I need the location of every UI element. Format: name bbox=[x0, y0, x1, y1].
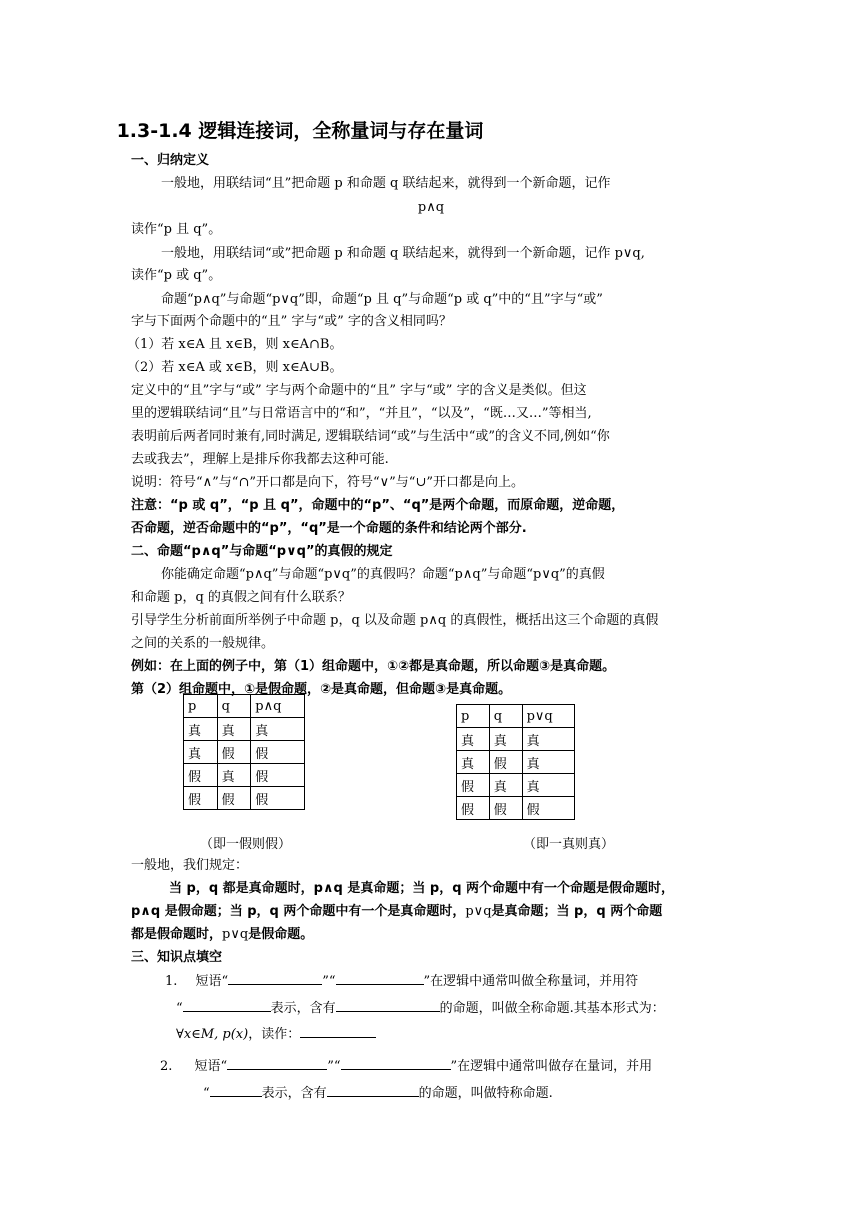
question-text: “ bbox=[203, 1086, 210, 1101]
table-row bbox=[184, 764, 305, 787]
fill-blank[interactable] bbox=[227, 1055, 327, 1070]
rule-text: 是真命题；当 p，q 两个命题 bbox=[491, 904, 663, 919]
truth-table-and bbox=[183, 694, 305, 810]
question-number: 2. bbox=[160, 1059, 173, 1074]
question-text: 表示，含有 bbox=[270, 1001, 336, 1016]
table-cell: 真 bbox=[522, 728, 574, 751]
table-cell: 真 bbox=[489, 728, 522, 751]
paragraph-line: 和命题 p，q 的真假之间有什么联系？ bbox=[131, 590, 351, 605]
table-cell: 真 bbox=[184, 741, 218, 764]
table-cell: 真 bbox=[251, 718, 305, 741]
table-cell: 真 bbox=[457, 728, 490, 751]
paragraph-line: 之间的关系的一般规律。 bbox=[131, 636, 275, 651]
table-cell: 真 bbox=[522, 751, 574, 774]
table-row bbox=[457, 751, 575, 774]
question-text: 短语“ bbox=[194, 1059, 228, 1074]
table-cell: 假 bbox=[184, 787, 218, 810]
table-row bbox=[184, 718, 305, 741]
table-cell: 真 bbox=[184, 718, 218, 741]
paragraph-line: 里的逻辑联结词“且”与日常语言中的“和”，“并且”，“以及”，“既…又…”等相当, bbox=[131, 406, 592, 421]
question-text: ”“ bbox=[322, 974, 336, 989]
fill-blank[interactable] bbox=[336, 997, 440, 1012]
example-line: 第（2）组命题中，①是假命题，②是真命题，但命题③是真命题。 bbox=[131, 682, 512, 697]
table-cell: 真 bbox=[217, 718, 251, 741]
formula-line: p∧q bbox=[417, 200, 445, 215]
question-text: “ bbox=[176, 1001, 183, 1016]
table-cell: 假 bbox=[457, 774, 490, 797]
table-cell: q bbox=[217, 695, 251, 718]
table-row bbox=[184, 787, 305, 810]
table-cell: 假 bbox=[184, 764, 218, 787]
paragraph-line: 定义中的“且”字与“或” 字与两个命题中的“且” 字与“或” 字的含义是类似。但这 bbox=[131, 383, 587, 398]
paragraph-line: 一般地，用联结词“或”把命题 p 和命题 q 联结起来，就得到一个新命题，记作 p∨q, bbox=[161, 246, 645, 261]
fill-blank[interactable] bbox=[341, 1055, 451, 1070]
paragraph-line: 读作“p 或 q”。 bbox=[131, 268, 222, 283]
fill-blank[interactable] bbox=[300, 1023, 376, 1038]
question-text: 表示，含有 bbox=[261, 1086, 327, 1101]
table-cell: 假 bbox=[489, 751, 522, 774]
rule-symbol: p∨q bbox=[222, 927, 249, 942]
question-2-line-2 bbox=[203, 1082, 553, 1105]
table-cell: 假 bbox=[522, 797, 574, 820]
attention-line: 注意：“p 或 q”，“p 且 q”，命题中的“p”、“q”是两个命题，而原命题，逆命题， bbox=[131, 498, 625, 513]
table-header-row bbox=[184, 695, 305, 718]
example-line: 例如：在上面的例子中，第（1）组命题中，①②都是真命题，所以命题③是真命题。 bbox=[131, 659, 616, 674]
table-cell: 真 bbox=[217, 764, 251, 787]
table-cell: p∧q bbox=[251, 695, 305, 718]
table-row bbox=[457, 774, 575, 797]
table-cell: 假 bbox=[217, 787, 251, 810]
table-cell: 真 bbox=[522, 774, 574, 797]
example-2-line: （2）若 x∈A 或 x∈B，则 x∈A∪B。 bbox=[127, 360, 343, 375]
table-row bbox=[457, 728, 575, 751]
paragraph-line: 一般地，用联结词“且”把命题 p 和命题 q 联结起来，就得到一个新命题，记作 bbox=[161, 176, 611, 191]
question-text: 短语“ bbox=[195, 974, 229, 989]
question-text: ”在逻辑中通常叫做存在量词，并用 bbox=[450, 1059, 653, 1074]
table-row bbox=[184, 741, 305, 764]
paragraph-line: 引导学生分析前面所举例子中命题 p，q 以及命题 p∧q 的真假性，概括出这三个命题的真假 bbox=[131, 613, 659, 628]
fill-blank[interactable] bbox=[327, 1082, 419, 1097]
question-number: 1. bbox=[165, 974, 178, 989]
truth-table-or bbox=[456, 704, 575, 820]
table-row bbox=[457, 797, 575, 820]
question-1-line-2 bbox=[176, 997, 665, 1020]
example-1-line: （1）若 x∈A 且 x∈B，则 x∈A∩B。 bbox=[127, 337, 343, 352]
fill-blank[interactable] bbox=[210, 1082, 262, 1097]
question-2-line-1 bbox=[160, 1055, 652, 1078]
rule-text: p∧q 是假命题；当 p，q 两个命题中有一个是真命题时， bbox=[131, 904, 466, 919]
question-text: 的命题，叫做全称命题.其基本形式为： bbox=[439, 1001, 665, 1016]
page-title: 1.3-1.4 逻辑连接词，全称量词与存在量词 bbox=[116, 120, 484, 142]
rule-line: 当 p，q 都是真命题时，p∧q 是真命题；当 p，q 两个命题中有一个命题是假命题时， bbox=[169, 881, 675, 896]
rule-line bbox=[131, 924, 313, 946]
rule-symbol: p∨q bbox=[465, 904, 492, 919]
paragraph-line: 你能确定命题“p∧q”与命题“p∨q”的真假吗？命题“p∧q”与命题“p∨q”的真假 bbox=[161, 567, 605, 582]
table-cell: q bbox=[489, 705, 522, 728]
table-cell: p∨q bbox=[522, 705, 574, 728]
table-cell: 假 bbox=[251, 787, 305, 810]
rule-line bbox=[131, 901, 662, 923]
table-cell: 假 bbox=[457, 797, 490, 820]
table-cell: 假 bbox=[217, 741, 251, 764]
table-cell: 假 bbox=[489, 797, 522, 820]
note-line: 说明：符号“∧”与“∩”开口都是向下，符号“∨”与“∪”开口都是向上。 bbox=[131, 475, 524, 490]
question-1-line-1 bbox=[165, 970, 638, 993]
paragraph-line: 命题“p∧q”与命题“p∨q”即，命题“p 且 q”与命题“p 或 q”中的“且”字与“或” bbox=[161, 292, 603, 307]
section-2-heading: 二、命题“p∧q”与命题“p∨q”的真假的规定 bbox=[131, 544, 393, 559]
rule-text: 都是假命题时， bbox=[131, 927, 223, 942]
section-3-heading: 三、知识点填空 bbox=[131, 950, 223, 965]
question-text: ”在逻辑中通常叫做全称量词，并用符 bbox=[423, 974, 639, 989]
paragraph-line: 一般地，我们规定： bbox=[131, 858, 249, 873]
section-1-heading: 一、归纳定义 bbox=[131, 153, 210, 168]
question-text: ”“ bbox=[327, 1059, 341, 1074]
table-caption-and: （即一假则假） bbox=[200, 837, 292, 852]
question-text: ，读作： bbox=[248, 1027, 301, 1042]
table-cell: 真 bbox=[489, 774, 522, 797]
table-header-row bbox=[457, 705, 575, 728]
paragraph-line: 表明前后两者同时兼有,同时满足, 逻辑联结词“或”与生活中“或”的含义不同,例如“你 bbox=[131, 429, 610, 444]
question-text: 的命题，叫做特称命题. bbox=[418, 1086, 553, 1101]
table-caption-or: （即一真则真） bbox=[523, 837, 615, 852]
rule-text: 是假命题。 bbox=[248, 927, 314, 942]
table-cell: 假 bbox=[251, 741, 305, 764]
fill-blank[interactable] bbox=[228, 970, 322, 985]
fill-blank[interactable] bbox=[336, 970, 424, 985]
attention-line: 否命题，逆否命题中的“p”，“q”是一个命题的条件和结论两个部分. bbox=[131, 521, 527, 536]
table-cell: 真 bbox=[457, 751, 490, 774]
question-1-line-3 bbox=[176, 1023, 376, 1046]
paragraph-line: 字与下面两个命题中的“且” 字与“或” 字的含义相同吗？ bbox=[131, 314, 452, 329]
paragraph-line: 去或我去”，理解上是排斥你我都去这种可能. bbox=[131, 452, 389, 467]
table-cell: 假 bbox=[251, 764, 305, 787]
paragraph-line: 读作“p 且 q”。 bbox=[131, 222, 222, 237]
table-cell: p bbox=[457, 705, 490, 728]
formula: ∀x∈M, p(x) bbox=[176, 1027, 249, 1042]
table-cell: p bbox=[184, 695, 218, 718]
fill-blank[interactable] bbox=[183, 997, 271, 1012]
